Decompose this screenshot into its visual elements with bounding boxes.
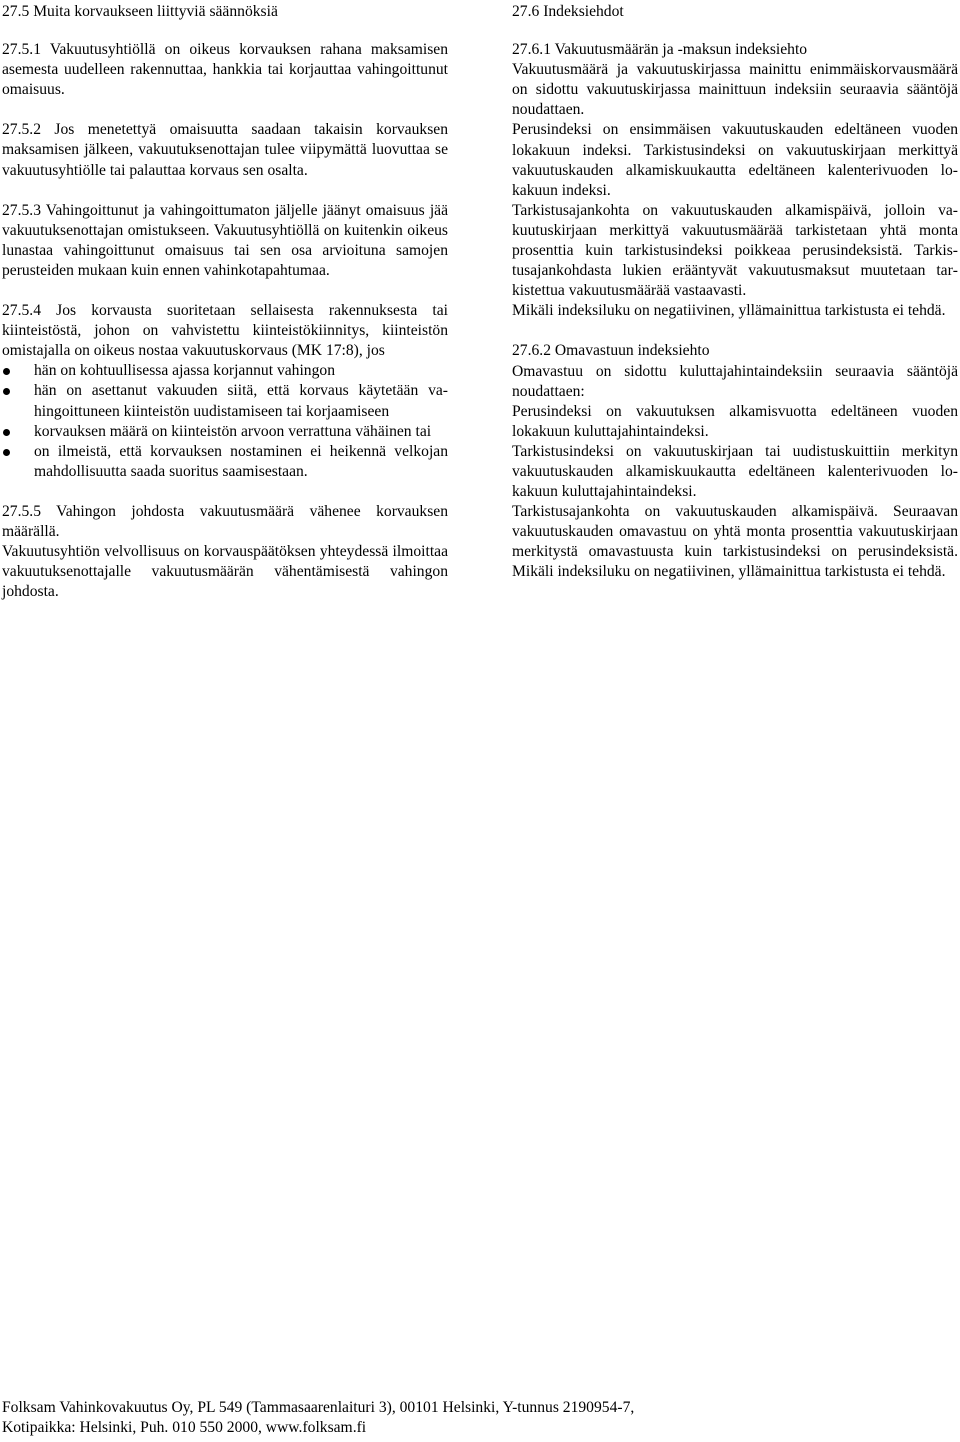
- paragraph-27-5-4: 27.5.4 Jos korvausta suoritetaan sellaisesta rakennuksesta tai kiinteistöstä, johon on vahvistettu kiinteistökiinnitys, kiinteistön omistajalla on oikeus nostaa vakuutuskorvaus (MK 17:8), jos: [2, 302, 448, 360]
- paragraph-27-6-2-a: Omavastuu on sidottu kuluttajahintaindeksiin seuraavia sääntöjä noudattaen:: [512, 362, 958, 400]
- bullet-icon: [3, 368, 10, 375]
- paragraph-27-6-1-a: Vakuutusmäärä ja vakuutuskirjassa mainittu enimmäiskorvausmäärä on sidottu vakuutuskirjassa mainittuun indeksiin seuraavia sääntöjä noudattaen.: [512, 61, 958, 119]
- paragraph-27-6-1-c: Tarkistusajankohta on vakuutuskauden alkamispäivä, jolloin vakuutuskirjaan merkittyä vakuutusmäärää tarkistetaan yhtä monta prosenttia kuin tarkistusindeksi poikkeaa perusindeksistä. Tarkistusajankohdasta lukien erääntyvät vakuutusmaksut muutetaan tarkistettua vakuutusmäärää vastaavasti.: [512, 201, 958, 300]
- right-column: [512, 2, 958, 583]
- list-item-text: korvauksen määrä on kiinteistön arvoon verrattuna vähäinen tai: [34, 422, 432, 440]
- list-item: [2, 442, 448, 482]
- paragraph-27-5-5: 27.5.5 Vahingon johdosta vakuutusmäärä vähenee korvauksen määrällä.: [2, 502, 448, 540]
- list-item-text: hän on asettanut vakuuden siitä, että korvaus käytetään vahingoittuneen kiinteistön uudistamiseen tai korjaamiseen: [34, 382, 448, 420]
- paragraph-27-6-2-c: Tarkistusindeksi on vakuutuskirjaan tai uudistuskuittiin merkityn vakuutuskauden alkamiskuukautta edeltäneen kalenterivuoden lokakuun kuluttajahintaindeksi.: [512, 442, 958, 501]
- paragraph-27-5-2: 27.5.2 Jos menetettyä omaisuutta saadaan takaisin korvauksen maksamisen jälkeen, vakuutuksenottajan tulee viipymättä luovuttaa se vakuutusyhtiölle tai palauttaa korvaus sen osalta.: [2, 121, 448, 179]
- conditions-list: [2, 361, 448, 482]
- paragraph-27-6-1-b: Perusindeksi on ensimmäisen vakuutuskauden edeltäneen vuoden lokakuun indeksi. Tarkistusindeksi on vakuutuskirjaan merkittyä vakuutuskauden alkamiskuukautta edeltäneen kalenterivuoden lokakuun indeksi.: [512, 121, 958, 199]
- paragraph-27-5-1: 27.5.1 Vakuutusyhtiöllä on oikeus korvauksen rahana maksamisen asemesta uudelleen rakennuttaa, hankkia tai korjauttaa vahingoittunut omaisuus.: [2, 41, 448, 99]
- bullet-icon: [3, 388, 10, 395]
- paragraph-27-6-1-d: Mikäli indeksiluku on negatiivinen, yllämainittua tarkistusta ei tehdä.: [512, 302, 946, 320]
- section-heading-27-6: 27.6 Indeksiehdot: [512, 3, 624, 20]
- bullet-icon: [3, 449, 10, 456]
- paragraph-27-5-5-notice: Vakuutusyhtiön velvollisuus on korvauspäätöksen yhteydessä ilmoittaa vakuutuksenottajalle vakuutusmäärän vähentämisestä vahingon johdosta.: [2, 543, 448, 601]
- subsection-title-27-6-1: 27.6.1 Vakuutusmäärän ja -maksun indeksiehto: [512, 41, 808, 59]
- paragraph-27-5-3: 27.5.3 Vahingoittunut ja vahingoittumaton jäljelle jäänyt omaisuus jää vakuutuksenottajan omistukseen. Vakuutusyhtiöllä on kuitenkin oikeus lunastaa vahingoittunut omaisuus tai sen osa arvioituna samojen perusteiden mukaan kuin ennen vahinkotapahtumaa.: [2, 201, 448, 279]
- bullet-icon: [3, 429, 10, 436]
- section-heading-27-5: 27.5 Muita korvaukseen liittyviä säännöksiä: [2, 3, 278, 20]
- list-item: [2, 422, 448, 442]
- footer-contact-line: Kotipaikka: Helsinki, Puh. 010 550 2000, www.folksam.fi: [2, 1419, 367, 1437]
- page-footer: [2, 1398, 942, 1438]
- paragraph-27-6-2-d: Tarkistusajankohta on vakuutuskauden alkamispäivä. Seuraavan vakuutuskauden omavastuu on yhtä monta prosenttia vakuutuskirjaan merkitystä omavastuusta kuin tarkistusindeksi on perusindeksistä. Mikäli indeksiluku on negatiivinen, yllämainittua tarkistusta ei tehdä.: [512, 503, 958, 581]
- left-column: [2, 2, 448, 602]
- list-item: [2, 361, 448, 381]
- list-item-text: on ilmeistä, että korvauksen nostaminen ei heikennä velkojan mahdollisuutta saada suoritus saamisestaan.: [34, 442, 448, 480]
- paragraph-27-6-2-b: Perusindeksi on vakuutuksen alkamisvuotta edeltäneen vuoden lokakuun kuluttajahintaindeksi.: [512, 402, 958, 440]
- list-item-text: hän on kohtuullisessa ajassa korjannut vahingon: [34, 362, 335, 380]
- footer-company-line: Folksam Vahinkovakuutus Oy, PL 549 (Tammasaarenlaituri 3), 00101 Helsinki, Y-tunnus 2190954-7,: [2, 1399, 635, 1416]
- subsection-title-27-6-2: 27.6.2 Omavastuun indeksiehto: [512, 342, 710, 360]
- list-item: [2, 381, 448, 421]
